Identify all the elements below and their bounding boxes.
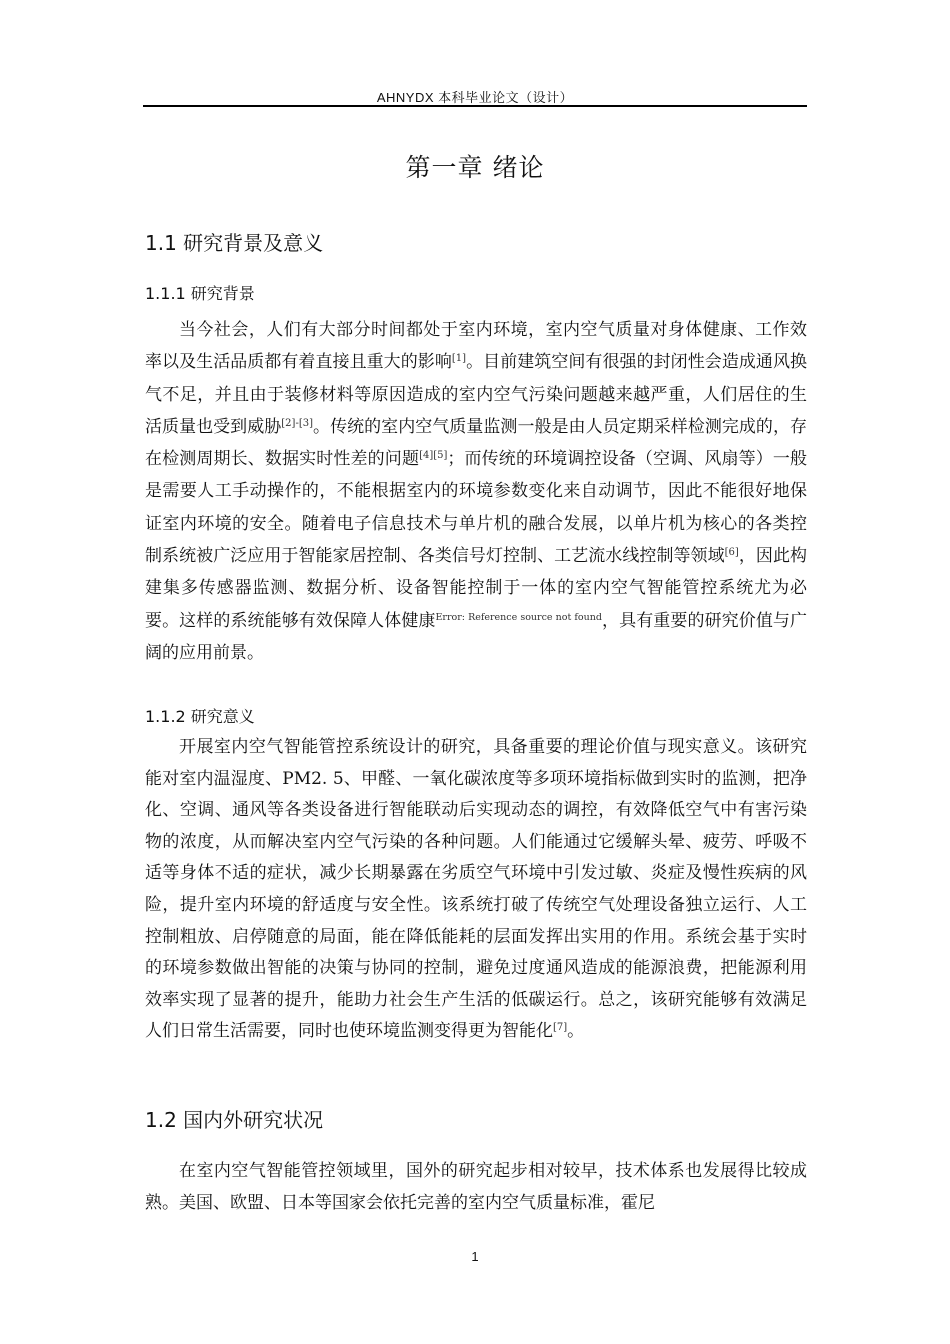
subsection-heading-1-1-1: 1.1.1 研究背景 [145, 284, 255, 303]
citation-ref: [1] [451, 353, 467, 365]
text-run: 当今社会，人们有大部分时间都处于室内环境，室内空气质量对身体健康、工作效率以及生活品质都有着直接且重大的影响 [145, 320, 807, 373]
text-run: 。 [567, 1021, 585, 1042]
paragraph-research-significance [145, 732, 807, 1048]
paragraph-research-background [145, 314, 807, 669]
text-run: 在室内空气智能管控领域里，国外的研究起步相对较早，技术体系也发展得比较成熟。美国、欧盟、日本等国家会依托完善的室内空气质量标准，霍尼 [145, 1161, 807, 1214]
reference-error-text: Error: Reference source not found [435, 611, 602, 623]
header-divider [143, 105, 807, 107]
text-run: ，因此构建集多传感器监测、数据分析、设备智能控制于一体的室内空气智能管控系统尤为必要。这样的系统能够有效保障人体健康 [145, 546, 808, 631]
section-heading-1-1: 1.1 研究背景及意义 [145, 231, 324, 255]
text-run: ；而传统的环境调控设备（空调、风扇等）一般是需要人工手动操作的，不能根据室内的环境参数变化来自动调节，因此不能很好地保证室内环境的安全。随着电子信息技术与单片机的融合发展，以单片机为核心的各类控制系统被广泛应用于智能家居控制、各类信号灯控制、工艺流水线控制等领域 [145, 449, 808, 567]
chapter-title: 第一章 绪论 [405, 153, 545, 182]
paragraph-research-status [145, 1155, 807, 1220]
page-number: 1 [471, 1249, 479, 1264]
subsection-heading-1-1-2: 1.1.2 研究意义 [145, 707, 255, 726]
text-run: 。传统的室内空气质量监测一般是由人员定期采样检测完成的，存在检测周期长、数据实时性差的问题 [145, 416, 808, 470]
running-header: AHNYDX 本科毕业论文（设计） [376, 90, 574, 105]
citation-ref: [7] [553, 1022, 568, 1034]
text-run: ，具有重要的研究价值与广阔的应用前景。 [145, 610, 808, 663]
citation-ref: [2]-[3] [281, 417, 313, 429]
text-run: 开展室内空气智能管控系统设计的研究，具备重要的理论价值与现实意义。该研究能对室内温湿度、PM2. 5、甲醛、一氧化碳浓度等多项环境指标做到实时的监测，把净化、空调、通风等各类设备进行智能联动后实现动态的调控，有效降低空气中有害污染物的浓度，从而解决室内空气污染的各种问题。人们能通过它缓解头晕、疲劳、呼吸不适等身体不适的症状，减少长期暴露在劣质空气环境中引发过敏、炎症及慢性疾病的风险，提升室内环境的舒适度与安全性。该系统打破了传统空气处理设备独立运行、人工控制粗放、启停随意的局面，能在降低能耗的层面发挥出实用的作用。系统会基于实时的环境参数做出智能的决策与协同的控制，避免过度通风造成的能源浪费，把能源利用效率实现了显著的提升，能助力社会生产生活的低碳运行。总之，该研究能够有效满足人们日常生活需要，同时也使环境监测变得更为智能化 [145, 737, 807, 1042]
section-heading-1-2: 1.2 国内外研究状况 [145, 1108, 324, 1132]
text-run: 。目前建筑空间有很强的封闭性会造成通风换气不足，并且由于装修材料等原因造成的室内空气污染问题越来越严重，人们居住的生活质量也受到威胁 [145, 352, 808, 437]
citation-ref: [6] [724, 547, 739, 559]
citation-ref: [4][5] [419, 450, 448, 462]
